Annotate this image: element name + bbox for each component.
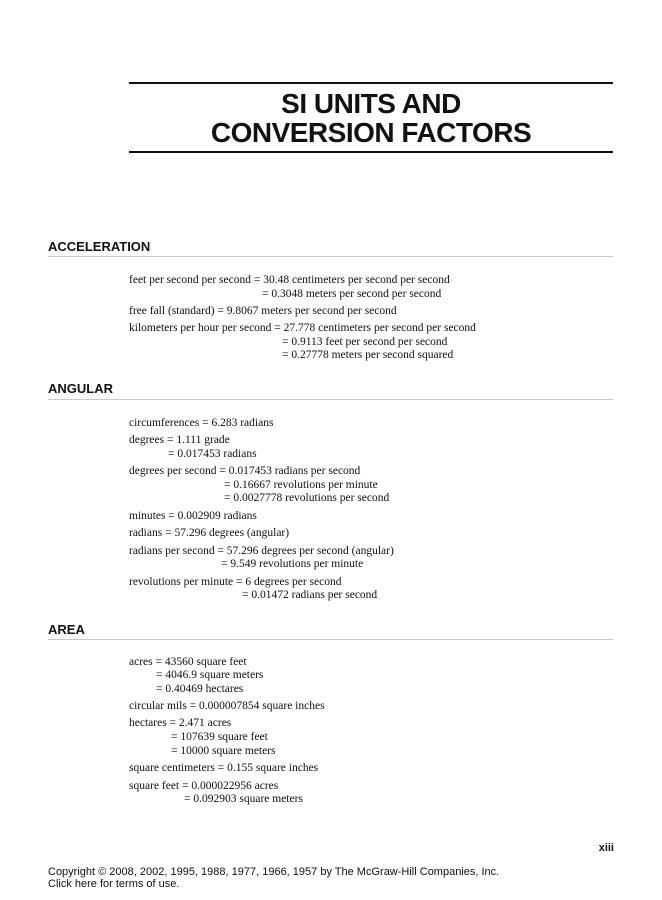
title-line-2: CONVERSION FACTORS: [210, 117, 532, 148]
conversion-line: = 0.3048 meters per second per second: [262, 288, 442, 300]
conversion-line: = 10000 square meters: [171, 745, 276, 757]
conversion-line: feet per second per second = 30.48 centimeters per second per second: [129, 274, 450, 286]
conversion-line: radians per second = 57.296 degrees per second (angular): [129, 545, 394, 557]
conversion-line: circumferences = 6.283 radians: [129, 417, 274, 429]
conversion-line: acres = 43560 square feet: [129, 656, 247, 668]
conversion-line: square centimeters = 0.155 square inches: [129, 762, 319, 774]
conversion-line: hectares = 2.471 acres: [129, 717, 232, 729]
conversion-line: revolutions per minute = 6 degrees per second: [129, 576, 342, 588]
conversion-line: degrees per second = 0.017453 radians per second: [129, 465, 361, 477]
conversion-line: = 0.16667 revolutions per minute: [224, 479, 378, 491]
conversion-line: = 0.092903 square meters: [184, 793, 303, 805]
conversion-line: = 0.40469 hectares: [156, 683, 244, 695]
conversion-line: = 0.0027778 revolutions per second: [224, 492, 390, 504]
section-heading-area: AREA: [48, 622, 85, 637]
conversion-line: circular mils = 0.000007854 square inches: [129, 700, 325, 712]
conversion-line: = 0.27778 meters per second squared: [282, 349, 454, 361]
conversion-line: degrees = 1.111 grade: [129, 434, 230, 446]
conversion-line: = 107639 square feet: [171, 731, 268, 743]
conversion-line: = 0.01472 radians per second: [242, 589, 378, 601]
conversion-line: = 0.017453 radians: [168, 448, 257, 460]
conversion-line: = 0.9113 feet per second per second: [282, 336, 448, 348]
conversion-line: square feet = 0.000022956 acres: [129, 780, 279, 792]
copyright-notice: Copyright © 2008, 2002, 1995, 1988, 1977, 1966, 1957 by The McGraw-Hill Companies, Inc.: [48, 866, 500, 878]
title-line-1: SI UNITS AND: [281, 88, 461, 119]
conversion-line: = 4046.9 square meters: [156, 669, 264, 681]
section-heading-acceleration: ACCELERATION: [48, 239, 151, 254]
section-heading-angular: ANGULAR: [48, 381, 113, 396]
conversion-line: free fall (standard) = 9.8067 meters per second per second: [129, 305, 397, 317]
conversion-line: = 9.549 revolutions per minute: [221, 558, 364, 570]
conversion-line: minutes = 0.002909 radians: [129, 510, 257, 522]
terms-of-use-link[interactable]: Click here for terms of use.: [48, 878, 180, 890]
conversion-line: kilometers per hour per second = 27.778 centimeters per second per second: [129, 322, 476, 334]
page-number: xiii: [598, 842, 614, 854]
conversion-line: radians = 57.296 degrees (angular): [129, 527, 290, 539]
